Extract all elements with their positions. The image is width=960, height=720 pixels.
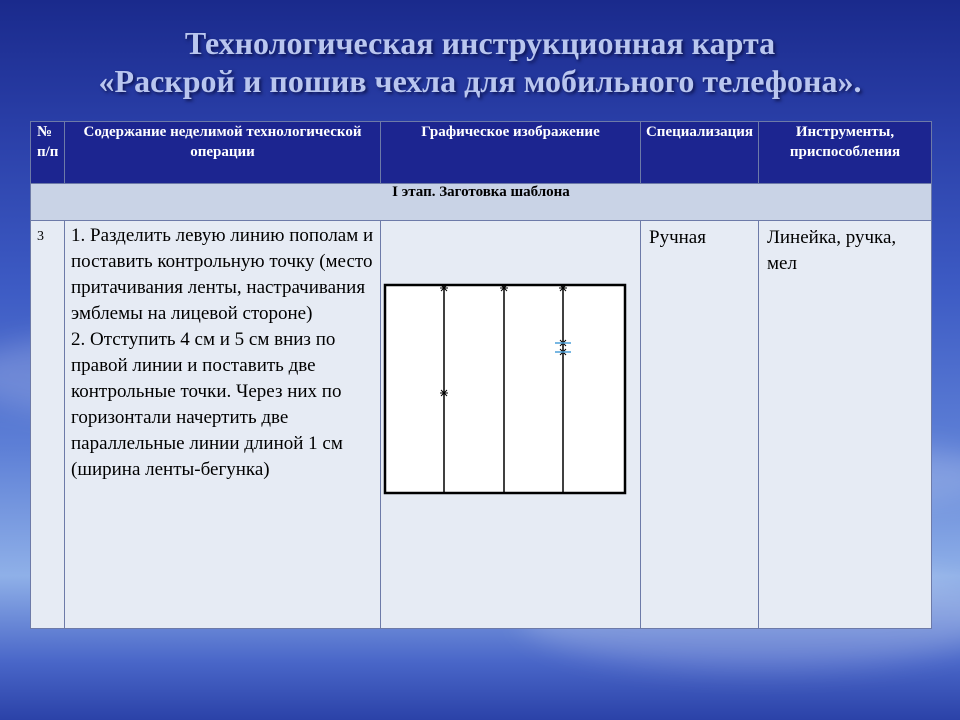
instruction-table (30, 121, 932, 629)
slide-title (0, 24, 960, 100)
row-graphic (381, 221, 641, 629)
control-point-top-left-icon (440, 284, 448, 292)
header-num: № п/п (31, 122, 65, 184)
header-tools: Инструменты, приспособления (759, 122, 932, 184)
row-content-step-2: 2. Отступить 4 см и 5 см вниз по правой линии и поставить две контрольные точки. Через них по горизонтали начертить две параллельные линии длиной 1 см (ширина ленты-бегунка) (71, 329, 343, 480)
stage-row (31, 184, 932, 221)
header-spec: Специализация (641, 122, 759, 184)
header-graphic: Графическое изображение (381, 122, 641, 184)
row-content (65, 221, 381, 629)
slide-title-line-2: «Раскрой и пошив чехла для мобильного телефона». (98, 63, 862, 99)
table-header-row (31, 122, 932, 184)
row-tools: Линейка, ручка, мел (759, 221, 932, 629)
pattern-outline (385, 285, 625, 493)
slide-title-line-1: Технологическая инструкционная карта (184, 25, 776, 61)
table-row (31, 221, 932, 629)
pattern-drawing (383, 283, 628, 498)
stage-label: I этап. Заготовка шаблона (31, 184, 932, 221)
row-spec: Ручная (641, 221, 759, 629)
header-content: Содержание неделимой технологической операции (65, 122, 381, 184)
row-content-step-1: 1. Разделить левую линию пополам и поставить контрольную точку (место притачивания ленты, настрачивания эмблемы на лицевой стороне) (71, 225, 374, 324)
row-num: 3 (31, 221, 65, 629)
control-point-top-right-icon (559, 284, 567, 292)
control-point-left-mid-icon (440, 389, 448, 397)
control-point-top-middle-icon (500, 284, 508, 292)
